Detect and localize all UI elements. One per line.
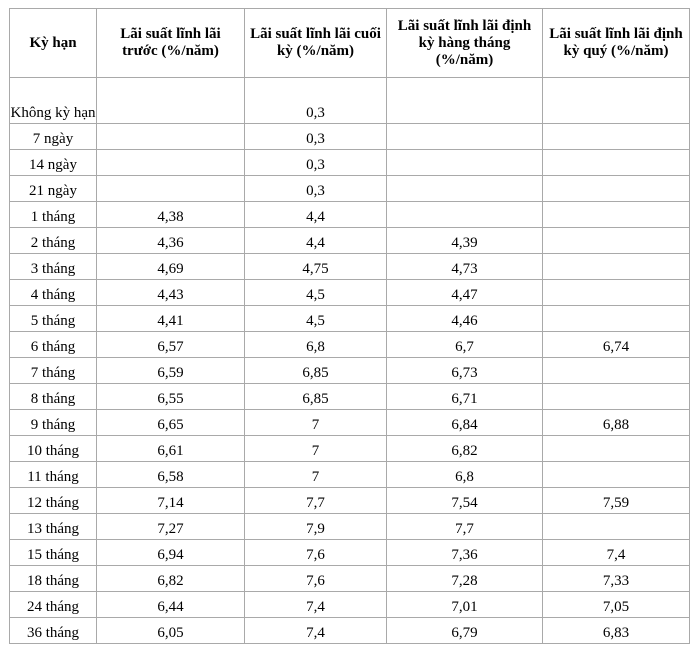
table-row <box>10 254 690 280</box>
header-row <box>10 9 690 78</box>
cell-term: 13 tháng <box>10 514 97 540</box>
table-row <box>10 332 690 358</box>
table-row <box>10 176 690 202</box>
cell-term: Không kỳ hạn <box>10 78 97 124</box>
cell-monthly-rate: 6,71 <box>387 384 543 410</box>
cell-end-of-term-rate: 4,5 <box>245 306 387 332</box>
table-row <box>10 566 690 592</box>
cell-term: 10 tháng <box>10 436 97 462</box>
cell-quarterly-rate: 7,4 <box>543 540 690 566</box>
cell-term: 5 tháng <box>10 306 97 332</box>
table-row <box>10 150 690 176</box>
cell-end-of-term-rate: 0,3 <box>245 176 387 202</box>
cell-monthly-rate: 7,01 <box>387 592 543 618</box>
cell-prepaid-rate: 4,38 <box>97 202 245 228</box>
cell-end-of-term-rate: 7 <box>245 436 387 462</box>
cell-prepaid-rate: 6,55 <box>97 384 245 410</box>
cell-term: 8 tháng <box>10 384 97 410</box>
cell-prepaid-rate <box>97 176 245 202</box>
cell-quarterly-rate <box>543 306 690 332</box>
cell-term: 1 tháng <box>10 202 97 228</box>
header-term: Kỳ hạn <box>10 9 97 78</box>
cell-end-of-term-rate: 7,4 <box>245 618 387 644</box>
cell-monthly-rate: 6,79 <box>387 618 543 644</box>
cell-prepaid-rate: 6,94 <box>97 540 245 566</box>
cell-term: 21 ngày <box>10 176 97 202</box>
cell-quarterly-rate: 7,59 <box>543 488 690 514</box>
cell-term: 3 tháng <box>10 254 97 280</box>
table-row <box>10 436 690 462</box>
cell-end-of-term-rate: 7 <box>245 462 387 488</box>
cell-monthly-rate: 7,36 <box>387 540 543 566</box>
cell-term: 36 tháng <box>10 618 97 644</box>
table-row <box>10 618 690 644</box>
cell-end-of-term-rate: 6,8 <box>245 332 387 358</box>
cell-end-of-term-rate: 7,7 <box>245 488 387 514</box>
cell-quarterly-rate <box>543 150 690 176</box>
cell-term: 7 ngày <box>10 124 97 150</box>
cell-monthly-rate: 4,46 <box>387 306 543 332</box>
cell-quarterly-rate <box>543 384 690 410</box>
cell-quarterly-rate <box>543 78 690 124</box>
table-row <box>10 124 690 150</box>
cell-end-of-term-rate: 7,9 <box>245 514 387 540</box>
cell-quarterly-rate: 7,33 <box>543 566 690 592</box>
cell-monthly-rate <box>387 124 543 150</box>
table-row <box>10 540 690 566</box>
cell-end-of-term-rate: 4,4 <box>245 202 387 228</box>
cell-prepaid-rate: 4,36 <box>97 228 245 254</box>
cell-prepaid-rate: 6,59 <box>97 358 245 384</box>
interest-rate-table <box>9 8 690 644</box>
cell-end-of-term-rate: 0,3 <box>245 124 387 150</box>
cell-prepaid-rate: 4,41 <box>97 306 245 332</box>
cell-monthly-rate: 6,73 <box>387 358 543 384</box>
cell-quarterly-rate <box>543 462 690 488</box>
table-row <box>10 384 690 410</box>
cell-monthly-rate: 6,8 <box>387 462 543 488</box>
cell-term: 6 tháng <box>10 332 97 358</box>
cell-monthly-rate <box>387 176 543 202</box>
cell-prepaid-rate: 4,69 <box>97 254 245 280</box>
cell-quarterly-rate <box>543 124 690 150</box>
cell-monthly-rate <box>387 150 543 176</box>
cell-quarterly-rate: 6,88 <box>543 410 690 436</box>
cell-quarterly-rate <box>543 202 690 228</box>
table-row <box>10 358 690 384</box>
table-row <box>10 202 690 228</box>
header-monthly-interest: Lãi suất lĩnh lãi định kỳ hàng tháng (%/năm) <box>387 9 543 78</box>
cell-term: 12 tháng <box>10 488 97 514</box>
cell-prepaid-rate: 7,14 <box>97 488 245 514</box>
cell-monthly-rate: 7,28 <box>387 566 543 592</box>
cell-quarterly-rate: 6,83 <box>543 618 690 644</box>
cell-term: 24 tháng <box>10 592 97 618</box>
cell-term: 7 tháng <box>10 358 97 384</box>
cell-prepaid-rate: 6,05 <box>97 618 245 644</box>
cell-quarterly-rate <box>543 514 690 540</box>
header-quarterly-interest: Lãi suất lĩnh lãi định kỳ quý (%/năm) <box>543 9 690 78</box>
cell-end-of-term-rate: 4,4 <box>245 228 387 254</box>
cell-term: 18 tháng <box>10 566 97 592</box>
cell-quarterly-rate <box>543 358 690 384</box>
cell-monthly-rate: 6,7 <box>387 332 543 358</box>
cell-prepaid-rate <box>97 78 245 124</box>
interest-rate-table-container <box>9 8 690 644</box>
cell-end-of-term-rate: 6,85 <box>245 358 387 384</box>
cell-term: 2 tháng <box>10 228 97 254</box>
cell-quarterly-rate <box>543 176 690 202</box>
cell-end-of-term-rate: 0,3 <box>245 78 387 124</box>
table-row <box>10 78 690 124</box>
table-row <box>10 514 690 540</box>
table-row <box>10 228 690 254</box>
cell-monthly-rate: 4,47 <box>387 280 543 306</box>
table-row <box>10 592 690 618</box>
cell-prepaid-rate: 6,61 <box>97 436 245 462</box>
cell-prepaid-rate: 6,57 <box>97 332 245 358</box>
cell-monthly-rate: 7,7 <box>387 514 543 540</box>
cell-prepaid-rate: 4,43 <box>97 280 245 306</box>
table-body <box>10 78 690 644</box>
cell-end-of-term-rate: 7,6 <box>245 540 387 566</box>
cell-quarterly-rate <box>543 280 690 306</box>
table-row <box>10 488 690 514</box>
cell-prepaid-rate: 7,27 <box>97 514 245 540</box>
cell-end-of-term-rate: 7,4 <box>245 592 387 618</box>
cell-term: 15 tháng <box>10 540 97 566</box>
cell-end-of-term-rate: 6,85 <box>245 384 387 410</box>
cell-prepaid-rate <box>97 124 245 150</box>
cell-monthly-rate: 6,82 <box>387 436 543 462</box>
cell-end-of-term-rate: 7 <box>245 410 387 436</box>
cell-term: 4 tháng <box>10 280 97 306</box>
cell-quarterly-rate <box>543 254 690 280</box>
cell-prepaid-rate: 6,58 <box>97 462 245 488</box>
cell-term: 9 tháng <box>10 410 97 436</box>
table-row <box>10 462 690 488</box>
cell-prepaid-rate: 6,44 <box>97 592 245 618</box>
cell-quarterly-rate <box>543 436 690 462</box>
cell-term: 11 tháng <box>10 462 97 488</box>
cell-monthly-rate <box>387 78 543 124</box>
cell-term: 14 ngày <box>10 150 97 176</box>
cell-monthly-rate: 6,84 <box>387 410 543 436</box>
header-end-of-term-interest: Lãi suất lĩnh lãi cuối kỳ (%/năm) <box>245 9 387 78</box>
cell-quarterly-rate: 7,05 <box>543 592 690 618</box>
cell-monthly-rate: 4,39 <box>387 228 543 254</box>
table-row <box>10 280 690 306</box>
cell-monthly-rate <box>387 202 543 228</box>
cell-end-of-term-rate: 7,6 <box>245 566 387 592</box>
header-prepaid-interest: Lãi suất lĩnh lãi trước (%/năm) <box>97 9 245 78</box>
cell-quarterly-rate <box>543 228 690 254</box>
cell-monthly-rate: 7,54 <box>387 488 543 514</box>
table-header <box>10 9 690 78</box>
cell-end-of-term-rate: 4,5 <box>245 280 387 306</box>
cell-monthly-rate: 4,73 <box>387 254 543 280</box>
cell-quarterly-rate: 6,74 <box>543 332 690 358</box>
cell-prepaid-rate: 6,65 <box>97 410 245 436</box>
cell-end-of-term-rate: 0,3 <box>245 150 387 176</box>
table-row <box>10 306 690 332</box>
cell-end-of-term-rate: 4,75 <box>245 254 387 280</box>
cell-prepaid-rate <box>97 150 245 176</box>
cell-prepaid-rate: 6,82 <box>97 566 245 592</box>
table-row <box>10 410 690 436</box>
